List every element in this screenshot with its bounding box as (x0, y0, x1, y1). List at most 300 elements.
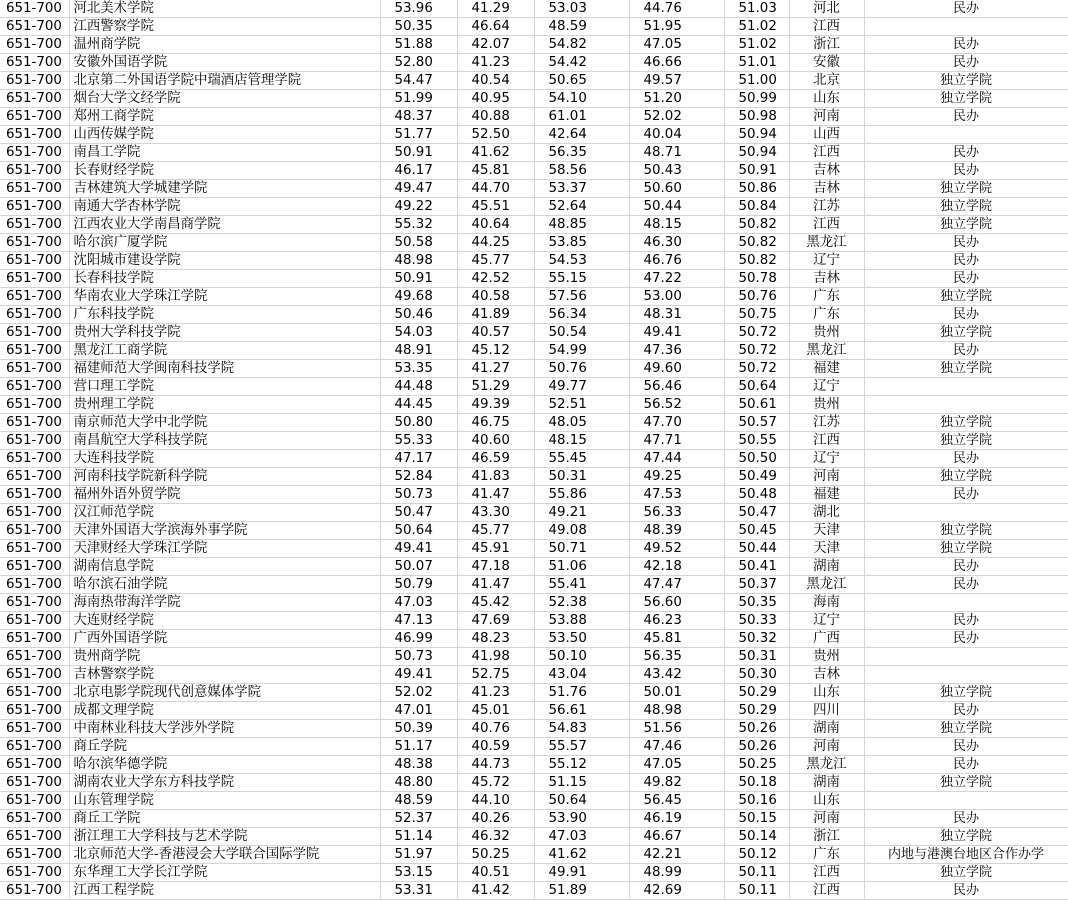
rank-cell[interactable]: 651-700 (0, 522, 69, 540)
score-4-cell[interactable]: 44.76 (629, 0, 724, 18)
total-score-cell[interactable]: 50.78 (724, 270, 789, 288)
school-name-cell[interactable]: 沈阳城市建设学院 (69, 252, 380, 270)
total-score-cell[interactable]: 50.49 (724, 468, 789, 486)
rank-cell[interactable]: 651-700 (0, 378, 69, 396)
score-3-cell[interactable]: 51.06 (534, 558, 629, 576)
total-score-cell[interactable]: 50.31 (724, 648, 789, 666)
school-name-cell[interactable]: 山东管理学院 (69, 792, 380, 810)
province-cell[interactable]: 吉林 (789, 666, 864, 684)
score-1-cell[interactable]: 47.01 (380, 702, 457, 720)
score-1-cell[interactable]: 46.99 (380, 630, 457, 648)
school-type-cell[interactable]: 民办 (864, 234, 1068, 252)
province-cell[interactable]: 广西 (789, 630, 864, 648)
score-1-cell[interactable]: 51.14 (380, 828, 457, 846)
total-score-cell[interactable]: 50.72 (724, 360, 789, 378)
rank-cell[interactable]: 651-700 (0, 792, 69, 810)
rank-cell[interactable]: 651-700 (0, 612, 69, 630)
school-name-cell[interactable]: 山西传媒学院 (69, 126, 380, 144)
score-4-cell[interactable]: 46.23 (629, 612, 724, 630)
total-score-cell[interactable]: 50.86 (724, 180, 789, 198)
score-4-cell[interactable]: 56.60 (629, 594, 724, 612)
school-type-cell[interactable]: 独立学院 (864, 324, 1068, 342)
score-1-cell[interactable]: 51.99 (380, 90, 457, 108)
score-3-cell[interactable]: 53.90 (534, 810, 629, 828)
score-1-cell[interactable]: 50.58 (380, 234, 457, 252)
score-3-cell[interactable]: 49.77 (534, 378, 629, 396)
rank-cell[interactable]: 651-700 (0, 846, 69, 864)
score-4-cell[interactable]: 47.71 (629, 432, 724, 450)
total-score-cell[interactable]: 50.14 (724, 828, 789, 846)
score-2-cell[interactable]: 40.26 (457, 810, 534, 828)
school-name-cell[interactable]: 广东科技学院 (69, 306, 380, 324)
score-2-cell[interactable]: 46.75 (457, 414, 534, 432)
school-name-cell[interactable]: 江西农业大学南昌商学院 (69, 216, 380, 234)
province-cell[interactable]: 浙江 (789, 828, 864, 846)
score-4-cell[interactable]: 48.71 (629, 144, 724, 162)
rank-cell[interactable]: 651-700 (0, 342, 69, 360)
school-type-cell[interactable] (864, 396, 1068, 414)
score-1-cell[interactable]: 51.97 (380, 846, 457, 864)
school-type-cell[interactable]: 独立学院 (864, 180, 1068, 198)
score-4-cell[interactable]: 49.52 (629, 540, 724, 558)
school-type-cell[interactable]: 独立学院 (864, 72, 1068, 90)
score-2-cell[interactable]: 41.98 (457, 648, 534, 666)
province-cell[interactable]: 江西 (789, 144, 864, 162)
score-1-cell[interactable]: 47.03 (380, 594, 457, 612)
score-1-cell[interactable]: 47.17 (380, 450, 457, 468)
school-name-cell[interactable]: 吉林警察学院 (69, 666, 380, 684)
school-name-cell[interactable]: 湖南信息学院 (69, 558, 380, 576)
score-1-cell[interactable]: 52.37 (380, 810, 457, 828)
rank-cell[interactable]: 651-700 (0, 396, 69, 414)
score-3-cell[interactable]: 52.51 (534, 396, 629, 414)
province-cell[interactable]: 江苏 (789, 198, 864, 216)
province-cell[interactable]: 广东 (789, 288, 864, 306)
school-name-cell[interactable]: 贵州理工学院 (69, 396, 380, 414)
score-1-cell[interactable]: 49.41 (380, 666, 457, 684)
total-score-cell[interactable]: 50.45 (724, 522, 789, 540)
total-score-cell[interactable]: 50.75 (724, 306, 789, 324)
school-type-cell[interactable]: 民办 (864, 882, 1068, 900)
province-cell[interactable]: 河南 (789, 108, 864, 126)
province-cell[interactable]: 天津 (789, 540, 864, 558)
score-3-cell[interactable]: 54.82 (534, 36, 629, 54)
score-3-cell[interactable]: 55.57 (534, 738, 629, 756)
score-1-cell[interactable]: 51.88 (380, 36, 457, 54)
score-2-cell[interactable]: 46.59 (457, 450, 534, 468)
score-1-cell[interactable]: 48.80 (380, 774, 457, 792)
total-score-cell[interactable]: 50.98 (724, 108, 789, 126)
score-2-cell[interactable]: 40.54 (457, 72, 534, 90)
rank-cell[interactable]: 651-700 (0, 504, 69, 522)
score-2-cell[interactable]: 40.51 (457, 864, 534, 882)
rank-cell[interactable]: 651-700 (0, 72, 69, 90)
school-name-cell[interactable]: 大连科技学院 (69, 450, 380, 468)
province-cell[interactable]: 河北 (789, 0, 864, 18)
score-3-cell[interactable]: 57.56 (534, 288, 629, 306)
score-3-cell[interactable]: 48.59 (534, 18, 629, 36)
score-2-cell[interactable]: 40.64 (457, 216, 534, 234)
score-3-cell[interactable]: 52.64 (534, 198, 629, 216)
score-2-cell[interactable]: 41.89 (457, 306, 534, 324)
rank-cell[interactable]: 651-700 (0, 630, 69, 648)
province-cell[interactable]: 吉林 (789, 180, 864, 198)
rank-cell[interactable]: 651-700 (0, 90, 69, 108)
school-type-cell[interactable] (864, 792, 1068, 810)
score-2-cell[interactable]: 40.59 (457, 738, 534, 756)
province-cell[interactable]: 黑龙江 (789, 756, 864, 774)
school-name-cell[interactable]: 广西外国语学院 (69, 630, 380, 648)
score-1-cell[interactable]: 55.33 (380, 432, 457, 450)
rank-cell[interactable]: 651-700 (0, 702, 69, 720)
score-2-cell[interactable]: 47.18 (457, 558, 534, 576)
score-4-cell[interactable]: 56.35 (629, 648, 724, 666)
school-name-cell[interactable]: 江西工程学院 (69, 882, 380, 900)
school-type-cell[interactable]: 独立学院 (864, 540, 1068, 558)
school-name-cell[interactable]: 商丘学院 (69, 738, 380, 756)
province-cell[interactable]: 天津 (789, 522, 864, 540)
rank-cell[interactable]: 651-700 (0, 108, 69, 126)
school-type-cell[interactable]: 独立学院 (864, 828, 1068, 846)
score-3-cell[interactable]: 51.76 (534, 684, 629, 702)
score-4-cell[interactable]: 51.20 (629, 90, 724, 108)
province-cell[interactable]: 河南 (789, 468, 864, 486)
score-3-cell[interactable]: 50.54 (534, 324, 629, 342)
rank-cell[interactable]: 651-700 (0, 288, 69, 306)
score-4-cell[interactable]: 47.36 (629, 342, 724, 360)
score-1-cell[interactable]: 50.07 (380, 558, 457, 576)
school-name-cell[interactable]: 哈尔滨华德学院 (69, 756, 380, 774)
school-type-cell[interactable]: 民办 (864, 810, 1068, 828)
school-type-cell[interactable]: 独立学院 (864, 360, 1068, 378)
score-3-cell[interactable]: 49.91 (534, 864, 629, 882)
total-score-cell[interactable]: 50.94 (724, 144, 789, 162)
score-4-cell[interactable]: 42.18 (629, 558, 724, 576)
province-cell[interactable]: 山东 (789, 684, 864, 702)
rank-cell[interactable]: 651-700 (0, 270, 69, 288)
score-2-cell[interactable]: 45.91 (457, 540, 534, 558)
total-score-cell[interactable]: 50.12 (724, 846, 789, 864)
school-type-cell[interactable] (864, 666, 1068, 684)
total-score-cell[interactable]: 50.15 (724, 810, 789, 828)
score-3-cell[interactable]: 50.76 (534, 360, 629, 378)
total-score-cell[interactable]: 50.82 (724, 216, 789, 234)
score-4-cell[interactable]: 47.05 (629, 36, 724, 54)
score-2-cell[interactable]: 45.72 (457, 774, 534, 792)
score-1-cell[interactable]: 51.77 (380, 126, 457, 144)
score-2-cell[interactable]: 44.25 (457, 234, 534, 252)
score-4-cell[interactable]: 47.47 (629, 576, 724, 594)
province-cell[interactable]: 山东 (789, 792, 864, 810)
total-score-cell[interactable]: 50.82 (724, 252, 789, 270)
score-3-cell[interactable]: 50.31 (534, 468, 629, 486)
province-cell[interactable]: 山西 (789, 126, 864, 144)
province-cell[interactable]: 北京 (789, 72, 864, 90)
school-type-cell[interactable]: 民办 (864, 144, 1068, 162)
rank-cell[interactable]: 651-700 (0, 684, 69, 702)
total-score-cell[interactable]: 50.61 (724, 396, 789, 414)
total-score-cell[interactable]: 50.16 (724, 792, 789, 810)
score-3-cell[interactable]: 42.64 (534, 126, 629, 144)
school-name-cell[interactable]: 浙江理工大学科技与艺术学院 (69, 828, 380, 846)
school-type-cell[interactable]: 民办 (864, 54, 1068, 72)
school-type-cell[interactable]: 内地与港澳台地区合作办学 (864, 846, 1068, 864)
school-name-cell[interactable]: 河北美术学院 (69, 0, 380, 18)
school-type-cell[interactable]: 民办 (864, 630, 1068, 648)
province-cell[interactable]: 江西 (789, 882, 864, 900)
rank-cell[interactable]: 651-700 (0, 486, 69, 504)
score-1-cell[interactable]: 53.31 (380, 882, 457, 900)
total-score-cell[interactable]: 50.25 (724, 756, 789, 774)
score-3-cell[interactable]: 49.21 (534, 504, 629, 522)
score-2-cell[interactable]: 40.60 (457, 432, 534, 450)
rank-cell[interactable]: 651-700 (0, 738, 69, 756)
school-type-cell[interactable]: 民办 (864, 162, 1068, 180)
rank-cell[interactable]: 651-700 (0, 774, 69, 792)
school-type-cell[interactable] (864, 648, 1068, 666)
score-1-cell[interactable]: 54.47 (380, 72, 457, 90)
score-1-cell[interactable]: 50.64 (380, 522, 457, 540)
rank-cell[interactable]: 651-700 (0, 36, 69, 54)
score-3-cell[interactable]: 48.05 (534, 414, 629, 432)
score-3-cell[interactable]: 41.62 (534, 846, 629, 864)
rank-cell[interactable]: 651-700 (0, 594, 69, 612)
total-score-cell[interactable]: 50.35 (724, 594, 789, 612)
score-1-cell[interactable]: 52.80 (380, 54, 457, 72)
score-3-cell[interactable]: 53.37 (534, 180, 629, 198)
school-type-cell[interactable]: 独立学院 (864, 216, 1068, 234)
school-type-cell[interactable]: 独立学院 (864, 522, 1068, 540)
province-cell[interactable]: 江西 (789, 216, 864, 234)
score-3-cell[interactable]: 56.35 (534, 144, 629, 162)
school-name-cell[interactable]: 贵州大学科技学院 (69, 324, 380, 342)
score-1-cell[interactable]: 46.17 (380, 162, 457, 180)
school-name-cell[interactable]: 商丘工学院 (69, 810, 380, 828)
score-1-cell[interactable]: 52.02 (380, 684, 457, 702)
school-type-cell[interactable]: 独立学院 (864, 468, 1068, 486)
total-score-cell[interactable]: 50.32 (724, 630, 789, 648)
score-4-cell[interactable]: 49.41 (629, 324, 724, 342)
score-3-cell[interactable]: 54.10 (534, 90, 629, 108)
province-cell[interactable]: 江西 (789, 18, 864, 36)
rank-cell[interactable]: 651-700 (0, 324, 69, 342)
score-2-cell[interactable]: 41.23 (457, 54, 534, 72)
score-1-cell[interactable]: 50.91 (380, 144, 457, 162)
score-2-cell[interactable]: 52.50 (457, 126, 534, 144)
rank-cell[interactable]: 651-700 (0, 126, 69, 144)
school-name-cell[interactable]: 大连财经学院 (69, 612, 380, 630)
score-3-cell[interactable]: 55.15 (534, 270, 629, 288)
score-3-cell[interactable]: 56.34 (534, 306, 629, 324)
total-score-cell[interactable]: 50.30 (724, 666, 789, 684)
total-score-cell[interactable]: 50.29 (724, 684, 789, 702)
score-2-cell[interactable]: 47.69 (457, 612, 534, 630)
school-type-cell[interactable] (864, 378, 1068, 396)
score-1-cell[interactable]: 50.79 (380, 576, 457, 594)
score-2-cell[interactable]: 44.70 (457, 180, 534, 198)
score-2-cell[interactable]: 50.25 (457, 846, 534, 864)
school-name-cell[interactable]: 南京师范大学中北学院 (69, 414, 380, 432)
score-1-cell[interactable]: 48.91 (380, 342, 457, 360)
school-name-cell[interactable]: 华南农业大学珠江学院 (69, 288, 380, 306)
school-name-cell[interactable]: 中南林业科技大学涉外学院 (69, 720, 380, 738)
score-4-cell[interactable]: 56.33 (629, 504, 724, 522)
score-1-cell[interactable]: 50.80 (380, 414, 457, 432)
total-score-cell[interactable]: 50.50 (724, 450, 789, 468)
school-name-cell[interactable]: 烟台大学文经学院 (69, 90, 380, 108)
province-cell[interactable]: 辽宁 (789, 612, 864, 630)
score-3-cell[interactable]: 50.10 (534, 648, 629, 666)
score-2-cell[interactable]: 40.76 (457, 720, 534, 738)
province-cell[interactable]: 广东 (789, 846, 864, 864)
rank-cell[interactable]: 651-700 (0, 666, 69, 684)
rank-cell[interactable]: 651-700 (0, 450, 69, 468)
score-2-cell[interactable]: 45.01 (457, 702, 534, 720)
school-name-cell[interactable]: 郑州工商学院 (69, 108, 380, 126)
school-type-cell[interactable] (864, 504, 1068, 522)
total-score-cell[interactable]: 50.26 (724, 720, 789, 738)
school-name-cell[interactable]: 天津财经大学珠江学院 (69, 540, 380, 558)
school-name-cell[interactable]: 北京师范大学-香港浸会大学联合国际学院 (69, 846, 380, 864)
total-score-cell[interactable]: 50.41 (724, 558, 789, 576)
score-2-cell[interactable]: 48.23 (457, 630, 534, 648)
school-type-cell[interactable]: 民办 (864, 558, 1068, 576)
score-1-cell[interactable]: 48.59 (380, 792, 457, 810)
school-name-cell[interactable]: 营口理工学院 (69, 378, 380, 396)
province-cell[interactable]: 安徽 (789, 54, 864, 72)
total-score-cell[interactable]: 50.99 (724, 90, 789, 108)
rank-cell[interactable]: 651-700 (0, 882, 69, 900)
school-name-cell[interactable]: 湖南农业大学东方科技学院 (69, 774, 380, 792)
score-3-cell[interactable]: 51.89 (534, 882, 629, 900)
school-name-cell[interactable]: 天津外国语大学滨海外事学院 (69, 522, 380, 540)
total-score-cell[interactable]: 51.03 (724, 0, 789, 18)
score-1-cell[interactable]: 49.22 (380, 198, 457, 216)
school-type-cell[interactable]: 独立学院 (864, 720, 1068, 738)
school-name-cell[interactable]: 福建师范大学闽南科技学院 (69, 360, 380, 378)
total-score-cell[interactable]: 50.37 (724, 576, 789, 594)
rank-cell[interactable]: 651-700 (0, 18, 69, 36)
score-3-cell[interactable]: 52.38 (534, 594, 629, 612)
province-cell[interactable]: 吉林 (789, 162, 864, 180)
total-score-cell[interactable]: 50.48 (724, 486, 789, 504)
province-cell[interactable]: 吉林 (789, 270, 864, 288)
school-type-cell[interactable]: 民办 (864, 342, 1068, 360)
score-4-cell[interactable]: 43.42 (629, 666, 724, 684)
score-2-cell[interactable]: 44.10 (457, 792, 534, 810)
score-4-cell[interactable]: 46.66 (629, 54, 724, 72)
score-4-cell[interactable]: 46.67 (629, 828, 724, 846)
score-4-cell[interactable]: 46.30 (629, 234, 724, 252)
score-3-cell[interactable]: 61.01 (534, 108, 629, 126)
school-name-cell[interactable]: 南通大学杏林学院 (69, 198, 380, 216)
rank-cell[interactable]: 651-700 (0, 234, 69, 252)
score-1-cell[interactable]: 53.15 (380, 864, 457, 882)
score-3-cell[interactable]: 53.50 (534, 630, 629, 648)
score-1-cell[interactable]: 54.03 (380, 324, 457, 342)
school-type-cell[interactable]: 民办 (864, 36, 1068, 54)
score-1-cell[interactable]: 48.37 (380, 108, 457, 126)
school-name-cell[interactable]: 哈尔滨广厦学院 (69, 234, 380, 252)
school-type-cell[interactable]: 独立学院 (864, 774, 1068, 792)
province-cell[interactable]: 江苏 (789, 414, 864, 432)
school-name-cell[interactable]: 东华理工大学长江学院 (69, 864, 380, 882)
score-2-cell[interactable]: 40.58 (457, 288, 534, 306)
total-score-cell[interactable]: 50.11 (724, 864, 789, 882)
score-4-cell[interactable]: 48.31 (629, 306, 724, 324)
score-2-cell[interactable]: 45.12 (457, 342, 534, 360)
score-4-cell[interactable]: 50.01 (629, 684, 724, 702)
score-2-cell[interactable]: 46.32 (457, 828, 534, 846)
score-1-cell[interactable]: 50.39 (380, 720, 457, 738)
score-4-cell[interactable]: 47.70 (629, 414, 724, 432)
score-1-cell[interactable]: 44.45 (380, 396, 457, 414)
school-type-cell[interactable]: 民办 (864, 486, 1068, 504)
school-name-cell[interactable]: 北京电影学院现代创意媒体学院 (69, 684, 380, 702)
school-name-cell[interactable]: 长春科技学院 (69, 270, 380, 288)
score-3-cell[interactable]: 54.42 (534, 54, 629, 72)
school-name-cell[interactable]: 海南热带海洋学院 (69, 594, 380, 612)
score-4-cell[interactable]: 56.46 (629, 378, 724, 396)
score-2-cell[interactable]: 45.77 (457, 522, 534, 540)
score-3-cell[interactable]: 56.61 (534, 702, 629, 720)
school-type-cell[interactable]: 民办 (864, 576, 1068, 594)
score-4-cell[interactable]: 46.19 (629, 810, 724, 828)
score-2-cell[interactable]: 44.73 (457, 756, 534, 774)
school-name-cell[interactable]: 温州商学院 (69, 36, 380, 54)
score-3-cell[interactable]: 53.85 (534, 234, 629, 252)
score-4-cell[interactable]: 49.57 (629, 72, 724, 90)
rank-cell[interactable]: 651-700 (0, 414, 69, 432)
score-2-cell[interactable]: 42.07 (457, 36, 534, 54)
score-2-cell[interactable]: 46.64 (457, 18, 534, 36)
province-cell[interactable]: 浙江 (789, 36, 864, 54)
school-type-cell[interactable]: 民办 (864, 756, 1068, 774)
score-4-cell[interactable]: 40.04 (629, 126, 724, 144)
score-2-cell[interactable]: 40.95 (457, 90, 534, 108)
score-3-cell[interactable]: 53.88 (534, 612, 629, 630)
province-cell[interactable]: 湖南 (789, 720, 864, 738)
total-score-cell[interactable]: 50.84 (724, 198, 789, 216)
province-cell[interactable]: 辽宁 (789, 450, 864, 468)
score-3-cell[interactable]: 58.56 (534, 162, 629, 180)
school-name-cell[interactable]: 贵州商学院 (69, 648, 380, 666)
rank-cell[interactable]: 651-700 (0, 432, 69, 450)
score-1-cell[interactable]: 50.47 (380, 504, 457, 522)
rank-cell[interactable]: 651-700 (0, 252, 69, 270)
score-4-cell[interactable]: 51.95 (629, 18, 724, 36)
school-type-cell[interactable]: 民办 (864, 252, 1068, 270)
province-cell[interactable]: 广东 (789, 306, 864, 324)
score-4-cell[interactable]: 47.22 (629, 270, 724, 288)
total-score-cell[interactable]: 50.29 (724, 702, 789, 720)
score-4-cell[interactable]: 51.56 (629, 720, 724, 738)
score-1-cell[interactable]: 52.84 (380, 468, 457, 486)
school-name-cell[interactable]: 南昌工学院 (69, 144, 380, 162)
total-score-cell[interactable]: 50.55 (724, 432, 789, 450)
total-score-cell[interactable]: 50.76 (724, 288, 789, 306)
school-name-cell[interactable]: 南昌航空大学科技学院 (69, 432, 380, 450)
score-1-cell[interactable]: 48.38 (380, 756, 457, 774)
score-3-cell[interactable]: 50.64 (534, 792, 629, 810)
score-4-cell[interactable]: 49.82 (629, 774, 724, 792)
score-1-cell[interactable]: 55.32 (380, 216, 457, 234)
score-1-cell[interactable]: 49.47 (380, 180, 457, 198)
rank-cell[interactable]: 651-700 (0, 306, 69, 324)
rank-cell[interactable]: 651-700 (0, 720, 69, 738)
province-cell[interactable]: 山东 (789, 90, 864, 108)
school-type-cell[interactable] (864, 594, 1068, 612)
